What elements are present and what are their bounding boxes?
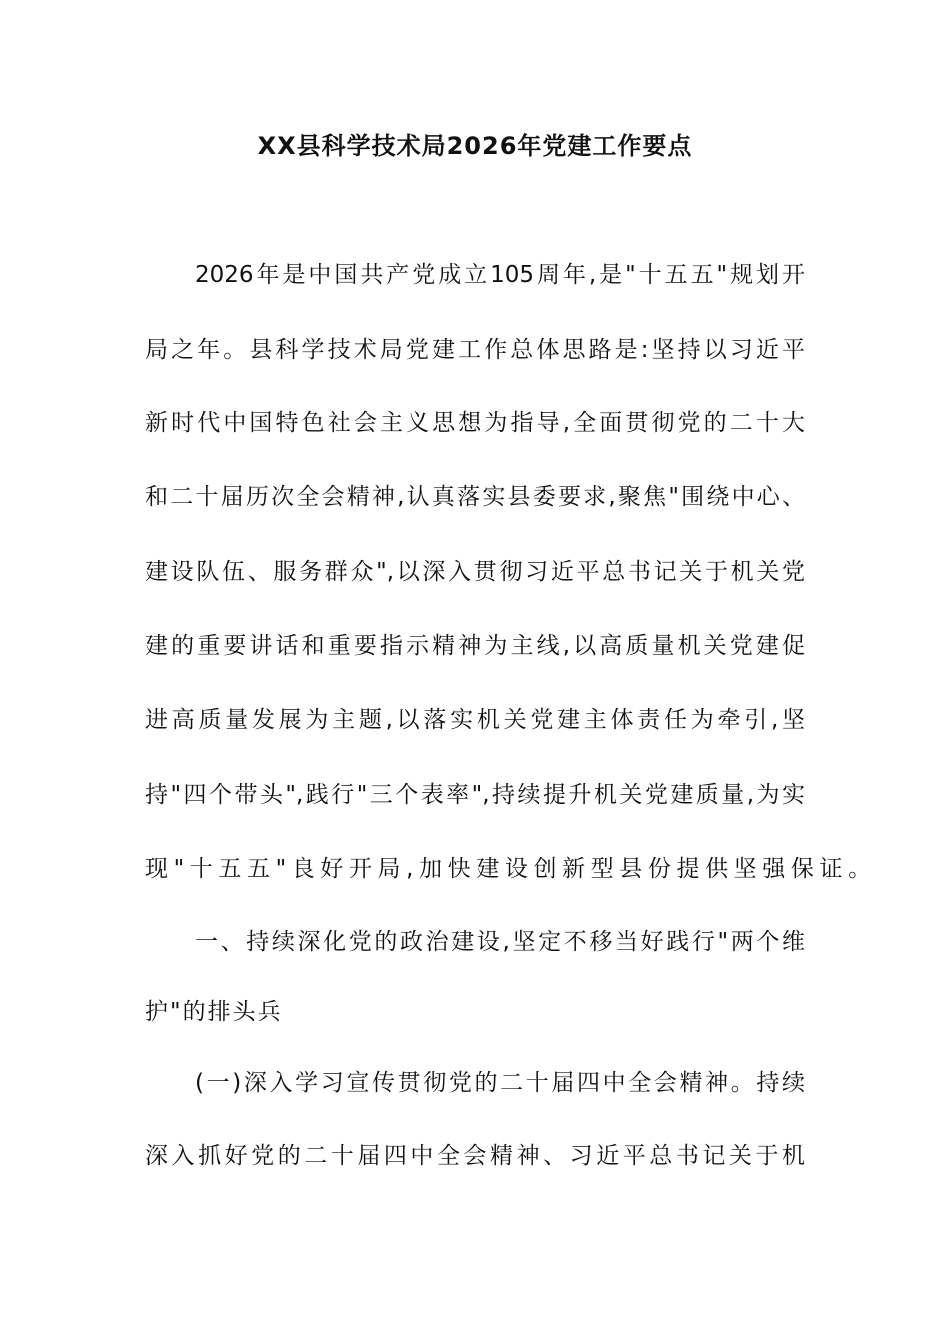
intro-paragraph-line: 2026年是中国共产党成立105周年,是"十五五"规划开 bbox=[195, 262, 805, 288]
intro-paragraph-line: 局之年。县科学技术局党建工作总体思路是:坚持以习近平 bbox=[145, 337, 805, 363]
intro-paragraph-line: 新时代中国特色社会主义思想为指导,全面贯彻党的二十大 bbox=[145, 410, 805, 436]
intro-paragraph-line: 建的重要讲话和重要指示精神为主线,以高质量机关党建促 bbox=[145, 633, 805, 659]
subsection-paragraph-line: (一)深入学习宣传贯彻党的二十届四中全会精神。持续 bbox=[195, 1070, 805, 1096]
intro-paragraph-line: 建设队伍、服务群众",以深入贯彻习近平总书记关于机关党 bbox=[145, 559, 805, 585]
intro-paragraph-line: 持"四个带头",践行"三个表率",持续提升机关党建质量,为实 bbox=[145, 782, 805, 808]
document-title: XX县科学技术局2026年党建工作要点 bbox=[257, 132, 693, 160]
section-heading-line: 护"的排头兵 bbox=[145, 999, 283, 1025]
intro-paragraph-line: 和二十届历次全会精神,认真落实县委要求,聚焦"围绕中心、 bbox=[145, 484, 805, 510]
subsection-paragraph-line: 深入抓好党的二十届四中全会精神、习近平总书记关于机 bbox=[145, 1143, 805, 1169]
section-heading-line: 一、持续深化党的政治建设,坚定不移当好践行"两个维 bbox=[195, 929, 805, 955]
intro-paragraph-line: 进高质量发展为主题,以落实机关党建主体责任为牵引,坚 bbox=[145, 707, 805, 733]
intro-paragraph-line: 现"十五五"良好开局,加快建设创新型县份提供坚强保证。 bbox=[145, 856, 877, 882]
